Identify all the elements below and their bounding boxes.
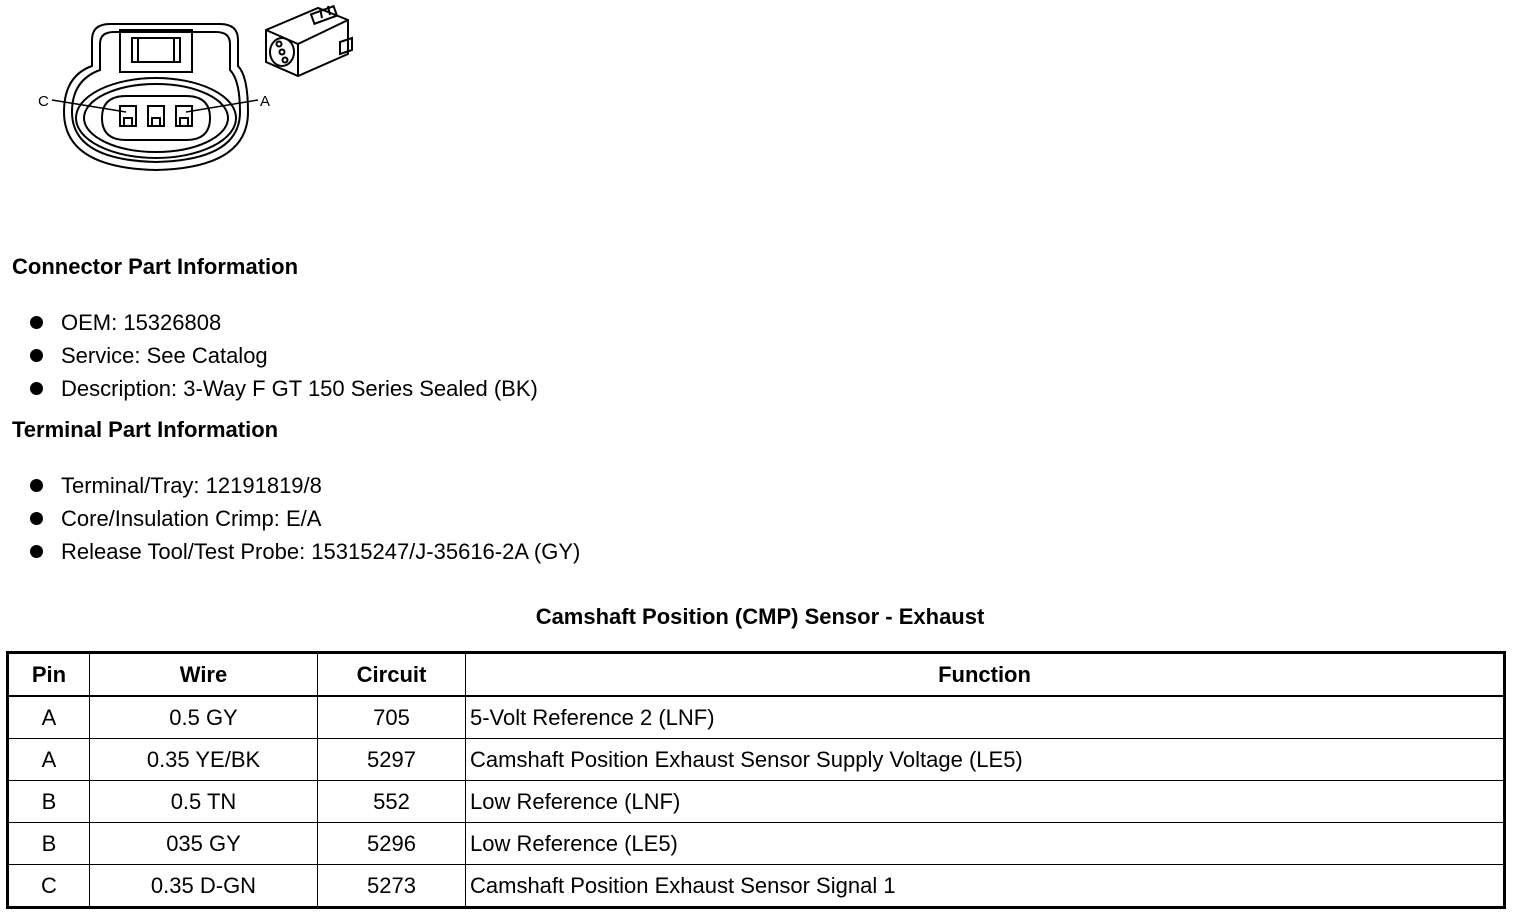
table-row bbox=[8, 696, 1505, 739]
table-row bbox=[8, 865, 1505, 908]
table-row bbox=[8, 739, 1505, 781]
cell-function: 5-Volt Reference 2 (LNF) bbox=[466, 696, 1505, 739]
terminal-b bbox=[148, 106, 164, 126]
cell-wire: 0.35 YE/BK bbox=[90, 739, 318, 781]
table-row bbox=[8, 823, 1505, 865]
table-header-row bbox=[8, 653, 1505, 697]
terminal-part-info-list bbox=[28, 469, 580, 568]
cell-function: Low Reference (LE5) bbox=[466, 823, 1505, 865]
table-row bbox=[8, 781, 1505, 823]
bullet-icon bbox=[30, 545, 43, 558]
connector-diagram bbox=[30, 0, 370, 180]
terminal-c bbox=[120, 106, 136, 126]
cell-wire: 035 GY bbox=[90, 823, 318, 865]
cell-wire: 0.5 TN bbox=[90, 781, 318, 823]
cell-pin: A bbox=[8, 739, 90, 781]
list-item: Core/Insulation Crimp: E/A bbox=[28, 502, 580, 535]
terminal-a bbox=[176, 106, 192, 126]
list-item: OEM: 15326808 bbox=[28, 306, 538, 339]
pin-label-a: A bbox=[260, 93, 271, 110]
cell-function: Camshaft Position Exhaust Sensor Signal 1 bbox=[466, 865, 1505, 908]
header-circuit: Circuit bbox=[318, 653, 466, 697]
pin-label-c: C bbox=[38, 93, 49, 110]
cell-function: Low Reference (LNF) bbox=[466, 781, 1505, 823]
bullet-icon bbox=[30, 512, 43, 525]
connector-3d-view bbox=[266, 6, 352, 76]
list-item: Description: 3-Way F GT 150 Series Sealed (BK) bbox=[28, 372, 538, 405]
connector-latch bbox=[120, 30, 192, 72]
header-wire: Wire bbox=[90, 653, 318, 697]
cell-circuit: 5273 bbox=[318, 865, 466, 908]
cell-pin: B bbox=[8, 781, 90, 823]
bullet-icon bbox=[30, 316, 43, 329]
connector-part-info-title: Connector Part Information bbox=[12, 254, 299, 279]
list-item: Terminal/Tray: 12191819/8 bbox=[28, 469, 580, 502]
terminal-part-info-title: Terminal Part Information bbox=[12, 417, 279, 442]
table-title: Camshaft Position (CMP) Sensor - Exhaust bbox=[535, 604, 985, 629]
cell-pin: A bbox=[8, 696, 90, 739]
list-item: Service: See Catalog bbox=[28, 339, 538, 372]
cell-pin: C bbox=[8, 865, 90, 908]
bullet-icon bbox=[30, 479, 43, 492]
cell-circuit: 705 bbox=[318, 696, 466, 739]
cell-circuit: 552 bbox=[318, 781, 466, 823]
cell-function: Camshaft Position Exhaust Sensor Supply Voltage (LE5) bbox=[466, 739, 1505, 781]
header-pin: Pin bbox=[8, 653, 90, 697]
bullet-icon bbox=[30, 382, 43, 395]
connector-part-info-list bbox=[28, 306, 538, 405]
cell-circuit: 5297 bbox=[318, 739, 466, 781]
cell-pin: B bbox=[8, 823, 90, 865]
header-function: Function bbox=[466, 653, 1505, 697]
cell-wire: 0.5 GY bbox=[90, 696, 318, 739]
list-item: Release Tool/Test Probe: 15315247/J-35616-2A (GY) bbox=[28, 535, 580, 568]
cell-wire: 0.35 D-GN bbox=[90, 865, 318, 908]
pinout-table bbox=[6, 651, 1506, 909]
bullet-icon bbox=[30, 349, 43, 362]
cell-circuit: 5296 bbox=[318, 823, 466, 865]
